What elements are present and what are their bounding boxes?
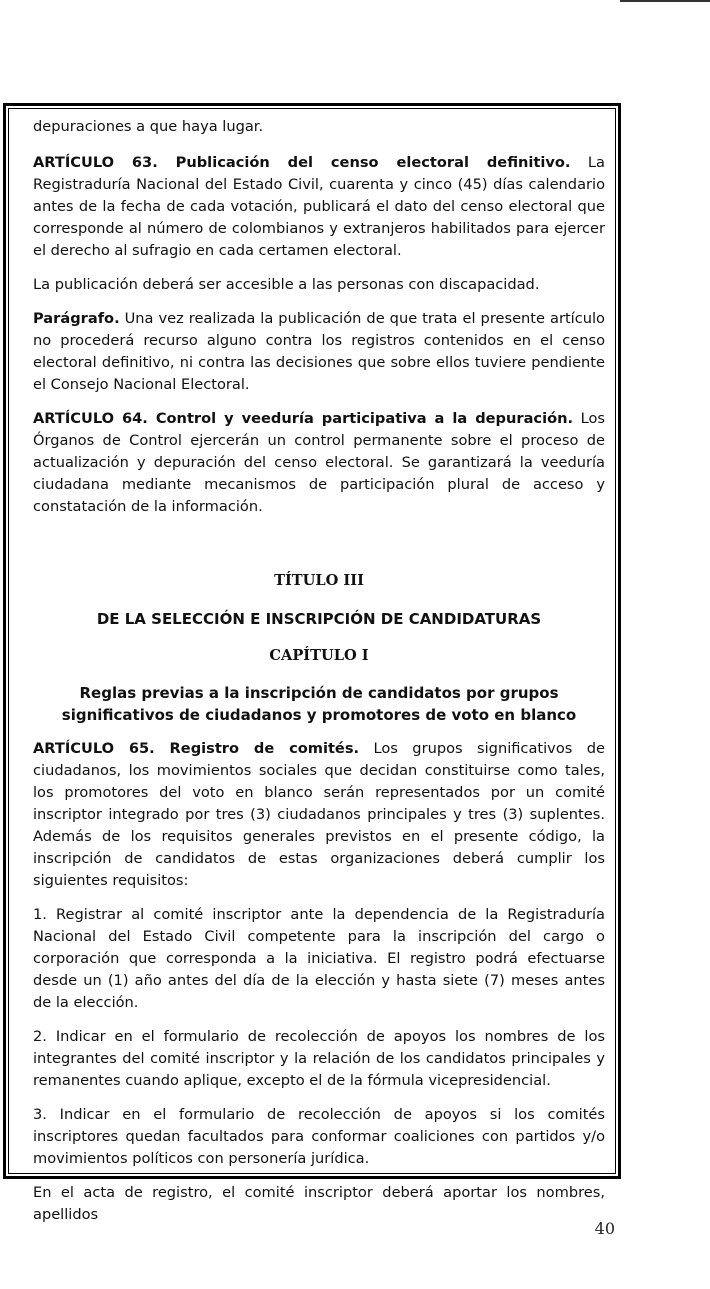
paragrafo-text: Una vez realizada la publicación de que trata el presente artículo no procederá recurso alguno contra los registros contenidos en el censo electoral definitivo, ni contra las decisiones que sobre ellos tuviere pendiente el Consejo Nacional Electoral.: [33, 310, 605, 393]
article-63-text: La Registraduría Nacional del Estado Civil, cuarenta y cinco (45) días calendario antes de la fecha de cada votación, publicará el dato del censo electoral que corresponde al número de colombianos y extranjeros habilitados para ejercer el derecho al sufragio en cada certamen electoral.: [33, 154, 605, 259]
requirement-item-1: 1. Registrar al comité inscriptor ante la dependencia de la Registraduría Nacional del Estado Civil competente para la inscripción del cargo o corporación que corresponda a la iniciativa. El registro podrá efectuarse desde un (1) año antes del día de la elección y hasta siete (7) meses antes de la elección.: [33, 906, 605, 1011]
article-64-heading: ARTÍCULO 64. Control y veeduría participativa a la depuración.: [33, 410, 574, 427]
article-64: [33, 408, 605, 518]
top-edge-line: [620, 0, 710, 2]
requirement-item-2: 2. Indicar en el formulario de recolección de apoyos los nombres de los integrantes del comité inscriptor y la relación de los candidatos principales y remanentes cuando aplique, excepto el de la fórmula vicepresidencial.: [33, 1028, 605, 1089]
article-63: [33, 152, 605, 262]
paragraph-accessible: La publicación deberá ser accesible a las personas con discapacidad.: [33, 276, 540, 293]
document-body: [33, 116, 605, 1238]
article-65: [33, 738, 605, 892]
page-number: 40: [594, 1219, 615, 1238]
article-63-heading: ARTÍCULO 63. Publicación del censo electoral definitivo.: [33, 154, 571, 171]
article-64-text: Los Órganos de Control ejercerán un control permanente sobre el proceso de actualización y depuración del censo electoral. Se garantizará la veeduría ciudadana mediante mecanismos de participación plural de acceso y constatación de la información.: [33, 410, 605, 515]
article-65-heading: ARTÍCULO 65. Registro de comités.: [33, 740, 360, 757]
chapter-heading: CAPÍTULO I: [269, 647, 369, 664]
title-heading: TÍTULO III: [274, 572, 364, 589]
section-heading: Reglas previas a la inscripción de candidatos por grupos significativos de ciudadanos y promotores de voto en blanco: [61, 684, 577, 724]
paragraph-final: En el acta de registro, el comité inscriptor deberá aportar los nombres, apellidos: [33, 1184, 605, 1223]
paragrafo-heading: Parágrafo.: [33, 310, 120, 327]
subtitle-heading: DE LA SELECCIÓN E INSCRIPCIÓN DE CANDIDATURAS: [96, 610, 542, 628]
document-frame: [3, 103, 621, 1223]
requirement-item-3: 3. Indicar en el formulario de recolección de apoyos si los comités inscriptores quedan facultados para conformar coaliciones con partidos y/o movimientos políticos con personería jurídica.: [33, 1106, 605, 1167]
paragrafo: [33, 308, 605, 396]
article-65-text: Los grupos significativos de ciudadanos, los movimientos sociales que decidan constituirse como tales, los promotores del voto en blanco serán representados por un comité inscriptor integrado por tres (3) ciudadanos principales y tres (3) suplentes. Además de los requisitos generales previstos en el presente código, la inscripción de candidatos de estas organizaciones deberá cumplir los siguientes requisitos:: [33, 740, 605, 889]
paragraph-intro: depuraciones a que haya lugar.: [33, 118, 264, 135]
